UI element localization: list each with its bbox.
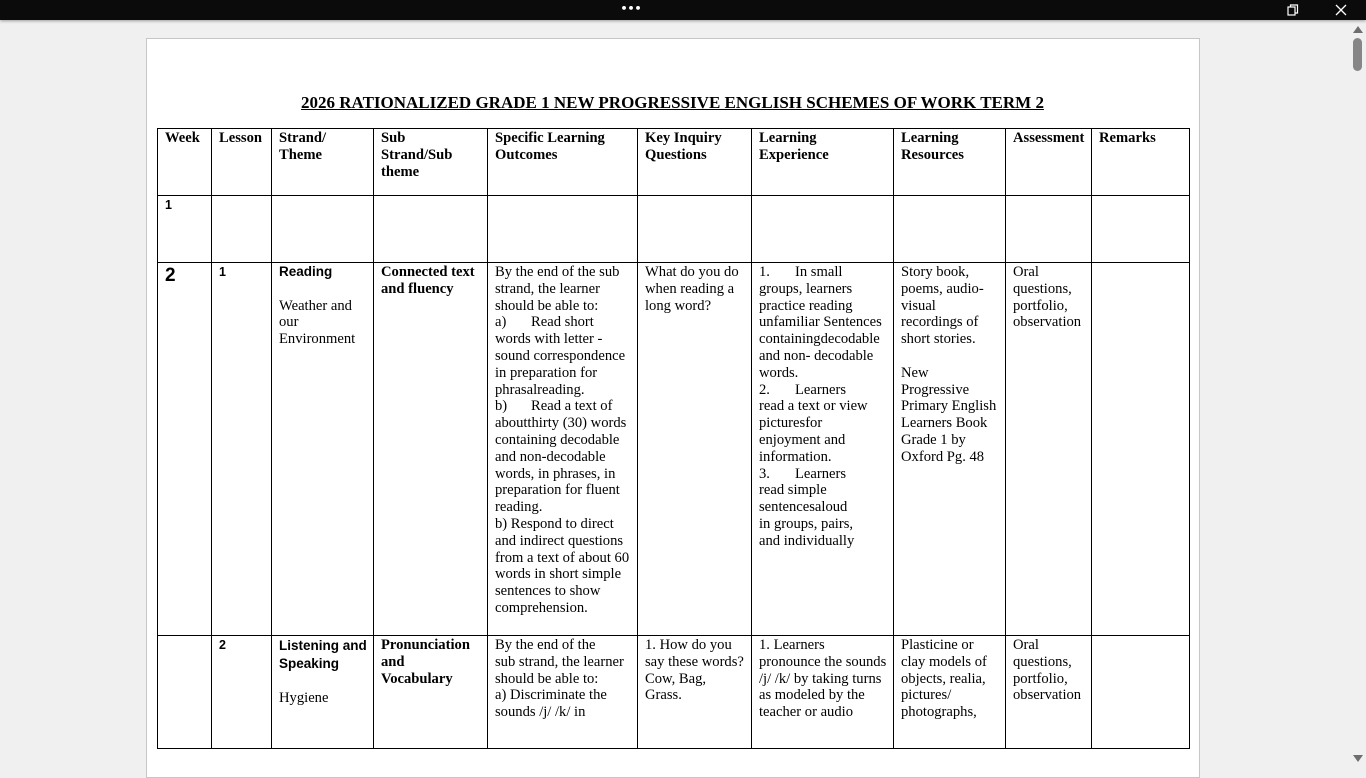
lesson-cell: 2 [212,636,272,749]
header-learning-resources: Learning Resources [894,129,1006,196]
remarks-cell [1092,263,1190,636]
header-key-inquiry-questions: Key Inquiry Questions [638,129,752,196]
inquiry-cell: What do you do when reading a long word? [638,263,752,636]
resources-cell: Plasticine or clay models of objects, realia, pictures/ photographs, [894,636,1006,749]
sub-strand-cell [374,196,488,263]
header-week: Week [158,129,212,196]
header-strand: Strand/ Theme [272,129,374,196]
strand-cell: Reading Weather and our Environment [272,263,374,636]
outcomes-cell: By the end of the sub strand, the learner should be able to: a) Read short words with letter - sound correspondence in preparation for phrasalreading. b) Read a text of aboutthirty (30) words containing decodable and non-decodable words, in phrases, in preparation for fluent reading. b) Respond to direct and indirect questions from a text of about 60 words in short simple sentences to show comprehension. [488,263,638,636]
lesson-cell: 1 [212,263,272,636]
remarks-cell [1092,196,1190,263]
remarks-cell [1092,636,1190,749]
strand-cell [272,196,374,263]
table-row-week-2-lesson-2 [158,636,1190,749]
document-title: 2026 RATIONALIZED GRADE 1 NEW PROGRESSIVE ENGLISH SCHEMES OF WORK TERM 2 [301,93,1044,112]
table-row-week-2-lesson-1 [158,263,1190,636]
assessment-cell: Oral questions, portfolio, observation [1006,263,1092,636]
outcomes-cell [488,196,638,263]
restore-window-button[interactable] [1278,0,1308,20]
table-row-week-1 [158,196,1190,263]
strand-cell: Listening and Speaking Hygiene [272,636,374,749]
scroll-up-arrow-icon[interactable] [1353,26,1363,33]
header-remarks: Remarks [1092,129,1190,196]
outcomes-cell: By the end of the sub strand, the learner should be able to: a) Discriminate the sounds /j/ /k/ in [488,636,638,749]
resources-cell [894,196,1006,263]
resources-cell: Story book, poems, audio- visual recordings of short stories. New Progressive Primary English Learners Book Grade 1 by Oxford Pg. 48 [894,263,1006,636]
vertical-scrollbar[interactable] [1349,20,1366,768]
week-cell: 1 [158,196,212,263]
schemes-of-work-table [157,128,1190,749]
experience-cell [752,196,894,263]
sub-strand-cell: Pronunciation and Vocabulary [374,636,488,749]
close-icon [1335,4,1347,16]
restore-icon [1287,4,1299,16]
header-specific-learning-outcomes: Specific Learning Outcomes [488,129,638,196]
week-cell [158,636,212,749]
more-options-icon[interactable]: ••• [620,2,642,15]
experience-cell: 1. In small groups, learners practice reading unfamiliar Sentences containingdecodable and non- decodable words. 2. Learners read a text or view picturesfor enjoyment and information. 3. Learners read simple sentencesaloud in groups, pairs, and individually [752,263,894,636]
header-learning-experience: Learning Experience [752,129,894,196]
lesson-cell [212,196,272,263]
inquiry-cell [638,196,752,263]
assessment-cell: Oral questions, portfolio, observation [1006,636,1092,749]
header-sub-strand: Sub Strand/Sub theme [374,129,488,196]
window-title-bar [0,0,1366,20]
week-cell: 2 [158,263,212,636]
experience-cell: 1. Learners pronounce the sounds /j/ /k/ by taking turns as modeled by the teacher or audio [752,636,894,749]
scrollbar-thumb[interactable] [1353,38,1362,71]
sub-strand-cell: Connected text and fluency [374,263,488,636]
close-window-button[interactable] [1326,0,1356,20]
inquiry-cell: 1. How do you say these words? Cow, Bag, Grass. [638,636,752,749]
header-lesson: Lesson [212,129,272,196]
scroll-down-arrow-icon[interactable] [1353,755,1363,762]
assessment-cell [1006,196,1092,263]
header-assessment: Assessment [1006,129,1092,196]
table-header-row [158,129,1190,196]
